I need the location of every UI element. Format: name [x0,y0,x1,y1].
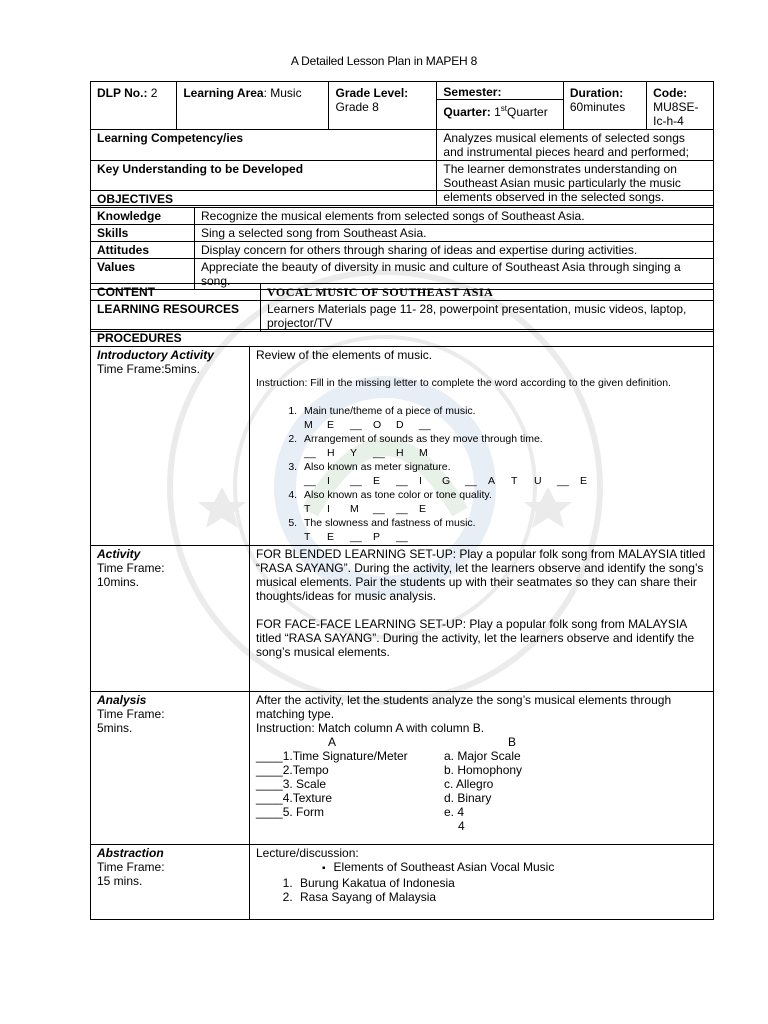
intro-letter: __ [350,419,362,431]
intro-letter: __ [419,419,431,431]
skills-value: Sing a selected song from Southeast Asia. [195,225,714,242]
dlp-label: DLP No.: [97,86,148,100]
intro-letter: M [419,447,428,459]
abstraction-song: 1. Burung Kakatua of Indonesia [296,876,707,890]
intro-letter: T [304,531,311,543]
intro-letter: E [419,503,427,515]
learning-area-cell [177,82,329,130]
intro-letter: E [373,475,381,487]
intro-letter: __ [396,531,408,543]
abstraction-time-label: Time Frame: [97,860,165,874]
understanding-label-cell: Key Understanding to be Developed [91,161,437,206]
analysis-match-row: ____3. Scale c. Allegro [256,777,494,791]
intro-letter: __ [396,475,408,487]
analysis-label: Analysis [97,693,147,707]
duration-label: Duration: [569,86,624,100]
intro-letter: T [511,475,518,487]
intro-letter: E [327,531,335,543]
intro-letters [304,418,707,432]
abstraction-song: 2. Rasa Sayang of Malaysia [296,890,707,904]
intro-letter: __ [304,475,316,487]
intro-time: Time Frame:5mins. [97,362,200,376]
intro-letter: H [327,447,335,459]
intro-question: 5. The slowness and fastness of music. T E __ P __ [300,516,707,544]
analysis-match-row: ____2.Tempo b. Homophony [256,763,523,777]
activity-blended: FOR BLENDED LEARNING SET-UP: Play a popular folk song from MALAYSIA titled “RASA SAYANG”. During the activity, let the learners observe and identify the song’s musical elements. Pair the students up with their seatmates so they can share their thoughts/ideas for music analysis. [256,547,706,603]
intro-letter: D [396,419,404,431]
intro-question: 2. Arrangement of sounds as they move through time. __ H Y __ H M [300,432,707,460]
intro-letter: __ [350,531,362,543]
intro-letter: E [580,475,588,487]
intro-letter: H [396,447,404,459]
objectives-table [90,190,714,290]
intro-letter: A [488,475,496,487]
intro-letter: M [350,503,359,515]
content-label: CONTENT [91,284,261,301]
abstraction-time-value: 15 mins. [97,874,143,888]
analysis-match-row: ____5. Form e. 4 [256,805,465,819]
dlp-value: 2 [150,86,158,100]
abstraction-content [250,845,714,920]
analysis-content [250,692,714,845]
dlp-cell [91,82,177,130]
code-value: MU8SE-Ic-h-4 [653,100,699,128]
duration-value: 60minutes [569,100,626,114]
intro-letter: __ [350,475,362,487]
quarter-value: 1stQuarter [494,104,548,119]
quarter-label: Quarter: [443,105,491,119]
knowledge-value: Recognize the musical elements from selected songs of Southeast Asia. [195,208,714,225]
attitudes-label: Attitudes [91,242,195,259]
abstraction-bullet-list [256,860,707,876]
values-value: Appreciate the beauty of diversity in music and culture of Southeast Asia through singing a song. [195,259,714,290]
code-label: Code: [653,86,688,100]
content-value: VOCAL MUSIC OF SOUTHEAST ASIA [261,284,714,301]
understanding-value: The learner demonstrates understanding on Southeast Asian music particularly the music elements observed in the selected songs. [437,161,714,206]
analysis-time-value: 5mins. [97,721,133,735]
analysis-match-row: ____4.Texture d. Binary [256,791,492,805]
analysis-extra: 4 [458,819,465,833]
attitudes-value: Display concern for others through sharing of ideas and expertise during activities. [195,242,714,259]
abstraction-label-cell [91,845,250,920]
intro-letters [304,446,707,460]
grade-level-cell [329,82,437,130]
objectives-heading: OBJECTIVES [91,191,714,208]
activity-label: Activity [97,547,141,561]
values-label: Values [91,259,195,290]
activity-face-to-face: FOR FACE-FACE LEARNING SET-UP: Play a popular folk song from MALAYSIA titled “RASA SAYANG”. During the activity, let the learners observe and identify the song’s musical elements. [256,617,695,659]
duration-cell [563,82,646,130]
analysis-match-row: ____1.Time Signature/Meter a. Major Scale [256,749,521,763]
activity-label-cell [91,546,250,692]
content-table [90,283,714,332]
intro-letter: __ [304,447,316,459]
learning-area-label: Learning Area [183,86,264,100]
intro-letters [304,530,707,544]
learning-area-value: : Music [263,86,302,100]
activity-time-value: 10mins. [97,575,140,589]
page-title: A Detailed Lesson Plan in MAPEH 8 [290,54,478,68]
grade-level-label: Grade Level: [335,86,409,100]
code-cell [647,82,714,130]
intro-letter: I [419,475,422,487]
intro-content [250,347,714,546]
analysis-time-label: Time Frame: [97,707,165,721]
semester-label: Semester: [443,85,502,99]
analysis-intro: After the activity, let the students analyze the song’s musical elements through matching type. [256,693,672,721]
intro-instruction: Instruction: Fill in the missing letter to complete the word according to the given definition. [256,377,671,389]
intro-question-list [256,404,707,544]
intro-letter: E [327,419,335,431]
intro-letters [304,474,707,488]
competency-value: Analyzes musical elements of selected songs and instrumental pieces heard and performed; [437,130,714,161]
intro-letter: __ [396,503,408,515]
procedures-heading: PROCEDURES [91,330,714,347]
intro-letter: G [442,475,451,487]
intro-letter: __ [373,503,385,515]
activity-time-label: Time Frame: [97,561,165,575]
abstraction-lecture: Lecture/discussion: [256,846,359,860]
abstraction-bullet: ▪ Elements of Southeast Asian Vocal Music [336,860,707,876]
analysis-label-cell [91,692,250,845]
resources-value: Learners Materials page 11- 28, powerpoint presentation, music videos, laptop, projector/TV [261,301,714,332]
analysis-instruction: Instruction: Match column A with column B. [256,721,485,735]
grade-level-value: Grade 8 [335,100,379,114]
intro-question: 1. Main tune/theme of a piece of music. M E __ O D __ [300,404,707,432]
semester-quarter-cell [437,82,563,130]
intro-letter: T [304,503,311,515]
intro-letter: __ [557,475,569,487]
intro-letter: I [327,475,330,487]
activity-content [250,546,714,692]
intro-letter: __ [465,475,477,487]
resources-label: LEARNING RESOURCES [91,301,261,332]
analysis-column-headers: A B [328,735,517,749]
intro-label: Introductory Activity [97,348,214,362]
procedures-table [90,329,714,920]
knowledge-label: Knowledge [91,208,195,225]
competency-label-cell: Learning Competency/ies [91,130,437,161]
intro-letter: U [534,475,542,487]
skills-label: Skills [91,225,195,242]
intro-letter: O [373,419,382,431]
intro-letters [304,502,707,516]
abstraction-song-list [256,876,707,904]
intro-letter: __ [373,447,385,459]
intro-letter: M [304,419,313,431]
intro-question: 4. Also known as tone color or tone quality. T I M __ __ E [300,488,707,516]
intro-letter: I [327,503,330,515]
abstraction-label: Abstraction [97,846,164,860]
intro-review: Review of the elements of music. [256,348,433,362]
intro-question: 3. Also known as meter signature. __ I __ E __ I G __ A T U __ E [300,460,707,488]
intro-label-cell [91,347,250,546]
intro-letter: P [373,531,381,543]
intro-letter: Y [350,447,358,459]
header-table [90,81,714,206]
